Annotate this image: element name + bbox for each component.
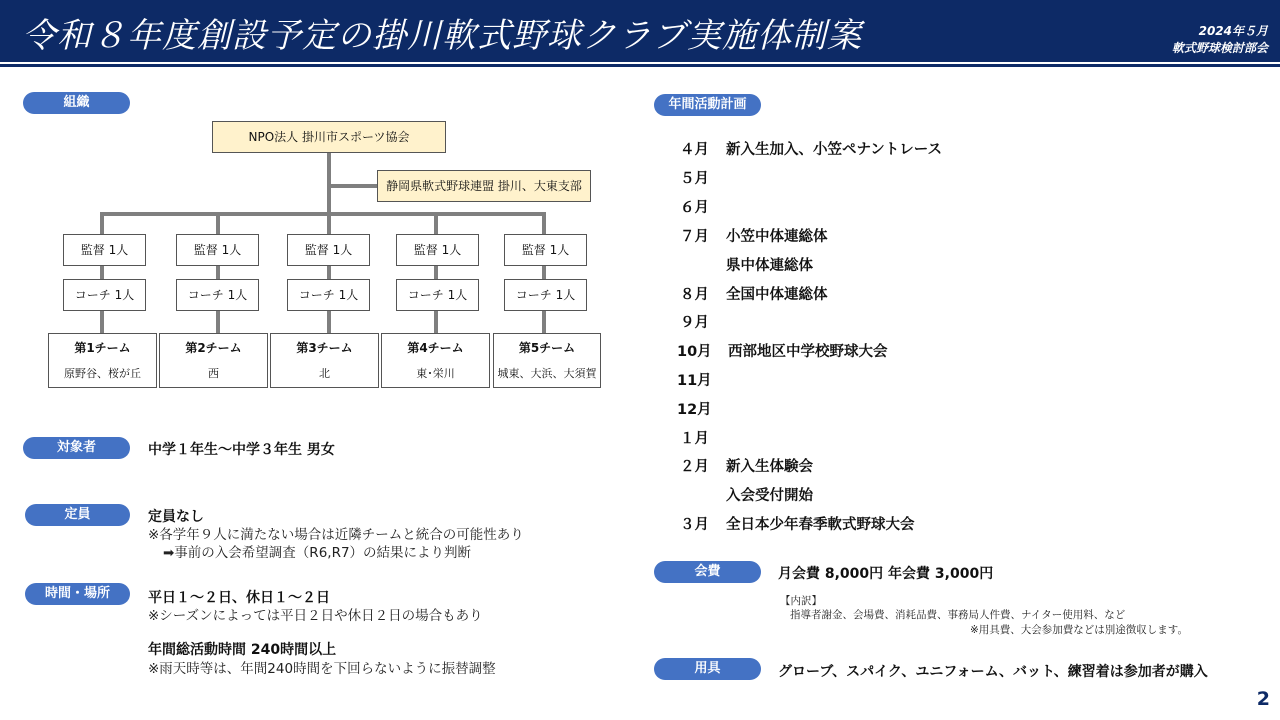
team3-name: 第3チーム bbox=[296, 341, 353, 355]
team1-director: 監督 1人 bbox=[63, 234, 146, 266]
plan-row: ２月 新入生体験会 bbox=[680, 459, 813, 475]
plan-label: 年間活動計画 bbox=[654, 94, 761, 116]
time-label: 時間・場所 bbox=[25, 583, 130, 605]
team2-name: 第2チーム bbox=[185, 341, 242, 355]
plan-row: ３月 全日本少年春季軟式野球大会 bbox=[680, 517, 915, 533]
connector-horizontal bbox=[100, 212, 546, 216]
team1-area: 原野谷、桜が丘 bbox=[64, 367, 141, 380]
fee-breakdown-title: 【内訳】 bbox=[780, 595, 822, 607]
plan-row: ７月 小笠中体連総体 bbox=[680, 229, 828, 245]
plan-row: ８月 全国中体連総体 bbox=[680, 287, 828, 303]
team5-name: 第5チーム bbox=[518, 341, 576, 355]
connector-team2 bbox=[216, 212, 220, 334]
capacity-label: 定員 bbox=[25, 504, 130, 526]
fee-main: 月会費 8,000円 年会費 3,000円 bbox=[778, 566, 994, 582]
team1-box bbox=[48, 333, 157, 388]
connector-team4 bbox=[434, 212, 438, 334]
connector-team3 bbox=[327, 212, 331, 334]
header-underline bbox=[0, 64, 1280, 67]
team5-box bbox=[493, 333, 601, 388]
plan-row: ９月 bbox=[680, 315, 709, 331]
team4-name: 第4チーム bbox=[407, 341, 464, 355]
page-title: 令和８年度創設予定の掛川軟式野球クラブ実施体制案 bbox=[22, 16, 862, 56]
plan-row: ５月 bbox=[680, 171, 709, 187]
connector-team5 bbox=[542, 212, 546, 334]
capacity-main: 定員なし bbox=[148, 509, 204, 525]
plan-row: 県中体連総体 bbox=[726, 258, 813, 274]
connector-federation bbox=[331, 184, 377, 188]
time-note1: ※シーズンによっては平日２日や休日２日の場合もあり bbox=[148, 608, 483, 624]
fee-label: 会費 bbox=[654, 561, 761, 583]
time-note2: ※雨天時等は、年間240時間を下回らないように振替調整 bbox=[148, 661, 496, 677]
fee-breakdown1: 指導者謝金、会場費、消耗品費、事務局人件費、ナイター使用料、など bbox=[790, 609, 1126, 621]
header-dept: 軟式野球検討部会 bbox=[1171, 41, 1268, 55]
plan-row: １月 bbox=[680, 431, 709, 447]
team4-box bbox=[381, 333, 490, 388]
target-text: 中学１年生～中学３年生 男女 bbox=[148, 442, 335, 458]
team5-area: 城東、大浜、大須賀 bbox=[497, 367, 597, 380]
plan-row: ４月 新入生加入、小笠ペナントレース bbox=[680, 142, 943, 158]
team1-coach: コーチ 1人 bbox=[63, 279, 146, 311]
org-top-box: NPO法人 掛川市スポーツ協会 bbox=[212, 121, 446, 153]
team3-director: 監督 1人 bbox=[287, 234, 370, 266]
team3-area: 北 bbox=[319, 367, 330, 380]
plan-row: 11月 bbox=[677, 373, 712, 389]
team2-area: 西 bbox=[208, 367, 219, 380]
time-main: 平日１～２日、休日１～２日 bbox=[148, 590, 330, 606]
plan-row: ６月 bbox=[680, 200, 709, 216]
plan-row: 入会受付開始 bbox=[726, 488, 813, 504]
team4-director: 監督 1人 bbox=[396, 234, 479, 266]
team3-coach: コーチ 1人 bbox=[287, 279, 370, 311]
header-date: 2024年５月 bbox=[1198, 24, 1268, 38]
equipment-label: 用具 bbox=[654, 658, 761, 680]
team5-director: 監督 1人 bbox=[504, 234, 587, 266]
team4-coach: コーチ 1人 bbox=[396, 279, 479, 311]
plan-row: 12月 bbox=[677, 402, 712, 418]
team2-box bbox=[159, 333, 268, 388]
team2-director: 監督 1人 bbox=[176, 234, 259, 266]
capacity-note1: ※各学年９人に満たない場合は近隣チームと統合の可能性あり bbox=[148, 527, 524, 543]
team2-coach: コーチ 1人 bbox=[176, 279, 259, 311]
fee-breakdown2: ※用具費、大会参加費などは別途徴収します。 bbox=[970, 624, 1188, 636]
connector-team1 bbox=[100, 212, 104, 334]
connector-main-vertical bbox=[327, 152, 331, 214]
team1-name: 第1チーム bbox=[74, 341, 131, 355]
team5-coach: コーチ 1人 bbox=[504, 279, 587, 311]
page-number: 2 bbox=[1256, 688, 1270, 710]
plan-row: 10月 西部地区中学校野球大会 bbox=[677, 344, 888, 360]
equipment-text: グローブ、スパイク、ユニフォーム、バット、練習着は参加者が購入 bbox=[778, 664, 1208, 680]
team4-area: 東･栄川 bbox=[416, 367, 455, 380]
target-label: 対象者 bbox=[23, 437, 130, 459]
team3-box bbox=[270, 333, 379, 388]
org-label: 組織 bbox=[23, 92, 130, 114]
capacity-note2: ➡事前の入会希望調査（R6,R7）の結果により判断 bbox=[163, 545, 472, 561]
time-main2: 年間総活動時間 240時間以上 bbox=[148, 642, 337, 658]
org-federation-box: 静岡県軟式野球連盟 掛川、大東支部 bbox=[377, 170, 591, 202]
